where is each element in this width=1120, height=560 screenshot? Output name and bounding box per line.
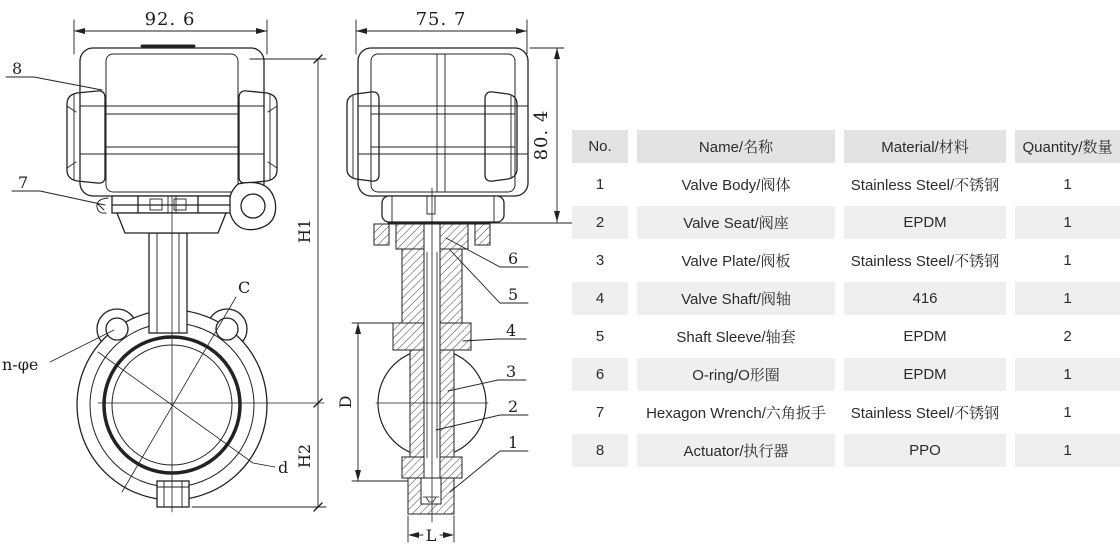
- front-bottom-boss: [157, 481, 189, 507]
- table-row-4-col-0: 4: [572, 282, 628, 315]
- side-left-clip: [347, 92, 379, 181]
- dim-h2-label: H2: [295, 443, 314, 469]
- side-actuator-housing: [347, 48, 528, 222]
- table-row-8-col-1: Actuator/执行器: [637, 434, 835, 467]
- table-row-1-col-2: Stainless Steel/不锈钢: [850, 177, 1000, 194]
- front-width-dim-label: 92. 6: [144, 9, 196, 30]
- leader-6-label: 6: [508, 249, 519, 268]
- bolt-hole-right: [216, 318, 238, 340]
- table-row-8-col-3: 1: [1015, 434, 1120, 467]
- table-row-6-col-3: 1: [1015, 358, 1120, 391]
- front-left-clip: [67, 91, 105, 183]
- side-bottom-block: [382, 196, 504, 222]
- table-row-3-col-2: Stainless Steel/不锈钢: [850, 253, 1000, 270]
- table-row-7-col-3: 1: [1063, 404, 1072, 421]
- table-header-1: Name/名称: [637, 130, 835, 163]
- table-row-3-col-0: 3: [595, 252, 605, 269]
- side-view: [336, 9, 573, 545]
- leader-8-line: [6, 77, 102, 90]
- table-row-8-col-0: 8: [572, 434, 628, 467]
- table-row-7-col-2: Stainless Steel/不锈钢: [850, 405, 1000, 422]
- leader-4-label: 4: [506, 321, 517, 340]
- table-row-2-col-3: 1: [1015, 206, 1120, 239]
- dim-l-label: L: [425, 526, 437, 545]
- label-bolt-pattern: n-φe: [2, 355, 39, 374]
- parts-table: [572, 130, 1120, 467]
- table-row-1-col-0: 1: [595, 176, 605, 193]
- leader-8-label: 8: [12, 59, 23, 78]
- table-row-4-col-1: Valve Shaft/阀轴: [637, 282, 835, 315]
- table-row-1-col-3: 1: [1063, 176, 1072, 193]
- table-row-4-col-2: 416: [844, 282, 1006, 315]
- table-row-7-col-0: 7: [595, 404, 605, 421]
- table-row-6-col-2: EPDM: [844, 358, 1006, 391]
- front-stem: [149, 233, 187, 333]
- table-header-3: Quantity/数量: [1015, 130, 1120, 163]
- bolt-hole-left: [106, 318, 128, 340]
- side-width-dim-label: 75. 7: [415, 9, 467, 30]
- leader-3-label: 3: [506, 362, 517, 381]
- side-centerlines: [376, 188, 488, 522]
- wrench-eyelet: [229, 182, 276, 229]
- dim-h1-label: H1: [295, 218, 314, 244]
- table-row-8-col-2: PPO: [844, 434, 1006, 467]
- front-mounting-plate: [112, 196, 230, 233]
- leader-5-label: 5: [508, 285, 519, 304]
- table-row-7-col-1: Hexagon Wrench/六角扳手: [646, 405, 826, 422]
- table-row-5-col-2: EPDM: [903, 328, 947, 345]
- dim-d-label: D: [336, 395, 355, 409]
- front-right-clip: [239, 91, 277, 183]
- table-row-3-col-1: Valve Plate/阀板: [681, 253, 791, 270]
- table-header-2: Material/材料: [844, 130, 1006, 163]
- table-row-2-col-1: Valve Seat/阀座: [637, 206, 835, 239]
- leader-7-line: [12, 191, 105, 205]
- leader-2-label: 2: [508, 397, 519, 416]
- bottom-boss-section: [408, 478, 454, 514]
- table-row-3-col-3: 1: [1063, 252, 1072, 269]
- front-view: [2, 9, 326, 512]
- table-row-1-col-1: Valve Body/阀体: [681, 177, 791, 194]
- leader-1-label: 1: [508, 433, 519, 452]
- table-row-6-col-0: 6: [572, 358, 628, 391]
- leader-7-label: 7: [18, 173, 29, 192]
- table-row-5-col-1: Shaft Sleeve/轴套: [676, 329, 796, 346]
- table-row-2-col-2: EPDM: [844, 206, 1006, 239]
- label-c: C: [238, 278, 251, 297]
- hexagon-wrench: [97, 198, 108, 213]
- table-row-5-col-3: 2: [1063, 328, 1072, 345]
- table-row-2-col-0: 2: [572, 206, 628, 239]
- label-d: d: [278, 458, 289, 477]
- table-row-5-col-0: 5: [595, 328, 605, 345]
- side-right-clip: [485, 92, 517, 181]
- side-height-dim-label: 80. 4: [531, 109, 552, 161]
- table-row-4-col-3: 1: [1015, 282, 1120, 315]
- table-row-6-col-1: O-ring/O形圈: [637, 358, 835, 391]
- valve-cross-section: [374, 188, 490, 522]
- table-header-0: No.: [572, 130, 628, 163]
